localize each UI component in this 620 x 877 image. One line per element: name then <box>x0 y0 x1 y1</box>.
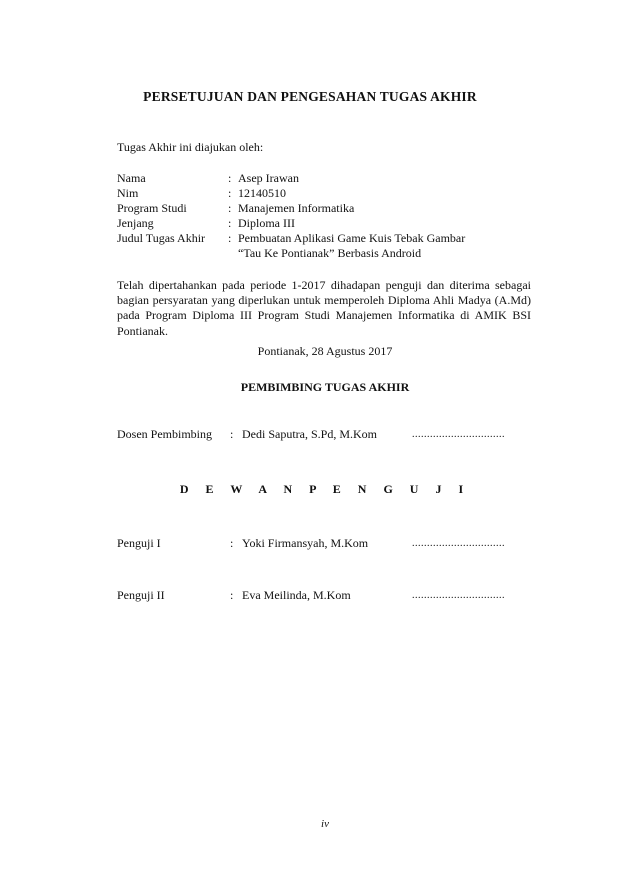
penguji-2-name: Eva Meilinda, M.Kom <box>242 588 351 602</box>
pembimbing-name: Dedi Saputra, S.Pd, M.Kom <box>242 427 377 441</box>
field-label: Program Studi <box>117 201 187 215</box>
signature-line: ............................... <box>412 538 505 549</box>
place-date: Pontianak, 28 Agustus 2017 <box>257 344 393 358</box>
penguji-2-colon: : <box>230 588 234 602</box>
pembimbing-heading: PEMBIMBING TUGAS AKHIR <box>240 380 410 394</box>
field-judul <box>117 231 465 246</box>
dewan-penguji-heading: D E W A N P E N G U J I <box>179 482 471 496</box>
field-colon: : <box>228 216 232 230</box>
field-value: 12140510 <box>238 186 286 200</box>
field-label: Jenjang <box>117 216 154 230</box>
page-number: iv <box>321 818 329 830</box>
penguji-1-colon: : <box>230 536 234 550</box>
field-colon: : <box>228 231 232 245</box>
field-jenjang <box>117 216 295 231</box>
field-colon: : <box>228 201 232 215</box>
penguji-1-name: Yoki Firmansyah, M.Kom <box>242 536 369 550</box>
field-nama <box>117 171 299 186</box>
field-label: Nim <box>117 186 139 200</box>
penguji-1-label: Penguji I <box>117 536 161 550</box>
field-value: Asep Irawan <box>238 171 299 185</box>
signature-line: ............................... <box>412 429 505 440</box>
approval-paragraph: Telah dipertahankan pada periode 1-2017 dihadapan penguji dan diterima sebagai bagian persyaratan yang diperlukan untuk memperoleh Diploma Ahli Madya (A.Md) pada Program Diploma III Program Studi Manajemen Informatika di AMIK BSI Pontianak. <box>117 278 531 338</box>
field-colon: : <box>228 186 232 200</box>
intro-text: Tugas Akhir ini diajukan oleh: <box>117 140 264 154</box>
page-title: PERSETUJUAN DAN PENGESAHAN TUGAS AKHIR <box>143 89 477 104</box>
signature-line: ............................... <box>412 590 505 601</box>
field-value: Manajemen Informatika <box>238 201 355 215</box>
field-program-studi <box>117 201 354 216</box>
pembimbing-colon: : <box>230 427 234 441</box>
field-label: Judul Tugas Akhir <box>117 231 206 245</box>
field-value: Pembuatan Aplikasi Game Kuis Tebak Gambar <box>238 231 466 245</box>
field-colon: : <box>228 171 232 185</box>
field-judul-continued: “Tau Ke Pontianak” Berbasis Android <box>238 246 422 260</box>
field-label: Nama <box>117 171 146 185</box>
pembimbing-label: Dosen Pembimbing <box>117 427 212 441</box>
field-nim <box>117 186 286 201</box>
penguji-2-label: Penguji II <box>117 588 165 602</box>
field-value: Diploma III <box>238 216 295 230</box>
